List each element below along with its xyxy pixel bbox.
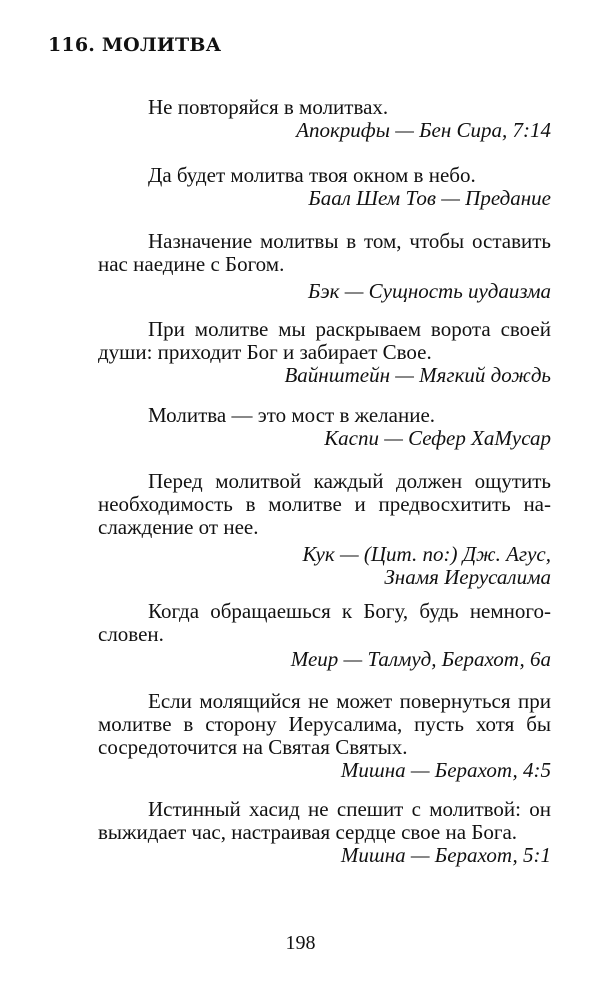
quote-text <box>48 470 551 539</box>
quote-text <box>48 96 551 119</box>
quote-text <box>48 318 551 364</box>
quote-line: слаждение от нее. <box>98 515 259 539</box>
quote-entry <box>48 690 551 782</box>
section-heading: 116. МОЛИТВА <box>48 34 222 56</box>
quote-line: нас наедине с Богом. <box>98 252 285 276</box>
quote-entry <box>48 600 551 671</box>
quote-entry <box>48 470 551 589</box>
quote-text <box>48 404 551 427</box>
quote-source: Вайнштейн — Мягкий дождь <box>284 363 551 387</box>
quote-entry <box>48 318 551 387</box>
quote-line: Перед молитвой каждый должен ощутить <box>148 469 551 493</box>
quote-line: Истинный хасид не спешит с молитвой: он <box>148 797 551 821</box>
quote-source: Каспи — Сефер ХаМусар <box>324 426 551 450</box>
quote-line: Если молящийся не может повернуться при <box>148 689 551 713</box>
quote-text <box>48 164 551 187</box>
quote-entry <box>48 230 551 303</box>
quote-line: Когда обращаешься к Богу, будь немного- <box>148 599 551 623</box>
quote-source: Апокрифы — Бен Сира, 7:14 <box>296 118 551 142</box>
quote-entry <box>48 798 551 867</box>
quote-source: Мишна — Берахот, 5:1 <box>340 843 551 867</box>
quote-text <box>48 230 551 276</box>
quote-line: души: приходит Бог и забирает Свое. <box>98 340 432 364</box>
quote-source: Кук — (Цит. по:) Дж. Агус, <box>302 542 551 566</box>
quote-source: Мишна — Берахот, 4:5 <box>340 758 551 782</box>
quote-line: Да будет молитва твоя окном в небо. <box>148 163 476 187</box>
quote-entry <box>48 404 551 450</box>
quote-line: сосредоточится на Святая Святых. <box>98 735 408 759</box>
quote-entry <box>48 164 551 210</box>
quote-text <box>48 690 551 759</box>
quote-line: При молитве мы раскрываем ворота своей <box>148 317 551 341</box>
quote-line: Молитва — это мост в желание. <box>148 403 436 427</box>
quote-source: Бэк — Сущность иудаизма <box>308 279 551 303</box>
quote-source: Баал Шем Тов — Предание <box>308 186 551 210</box>
quote-line: необходимость в молитве и предвосхитить на- <box>98 492 551 516</box>
quote-line: Назначение молитвы в том, чтобы оставить <box>148 229 551 253</box>
quote-line: молитве в сторону Иерусалима, пусть хотя бы <box>98 712 551 736</box>
quote-line: выжидает час, настраивая сердце свое на Бога. <box>98 820 518 844</box>
quote-line: Не повторяйся в молитвах. <box>148 95 389 119</box>
quote-text <box>48 798 551 844</box>
quote-entry <box>48 96 551 142</box>
quote-line: словен. <box>98 622 164 646</box>
quote-text <box>48 600 551 646</box>
quote-source: Знамя Иерусалима <box>384 565 551 589</box>
quote-source: Меир — Талмуд, Берахот, 6а <box>290 647 551 671</box>
page-number: 198 <box>285 932 316 954</box>
